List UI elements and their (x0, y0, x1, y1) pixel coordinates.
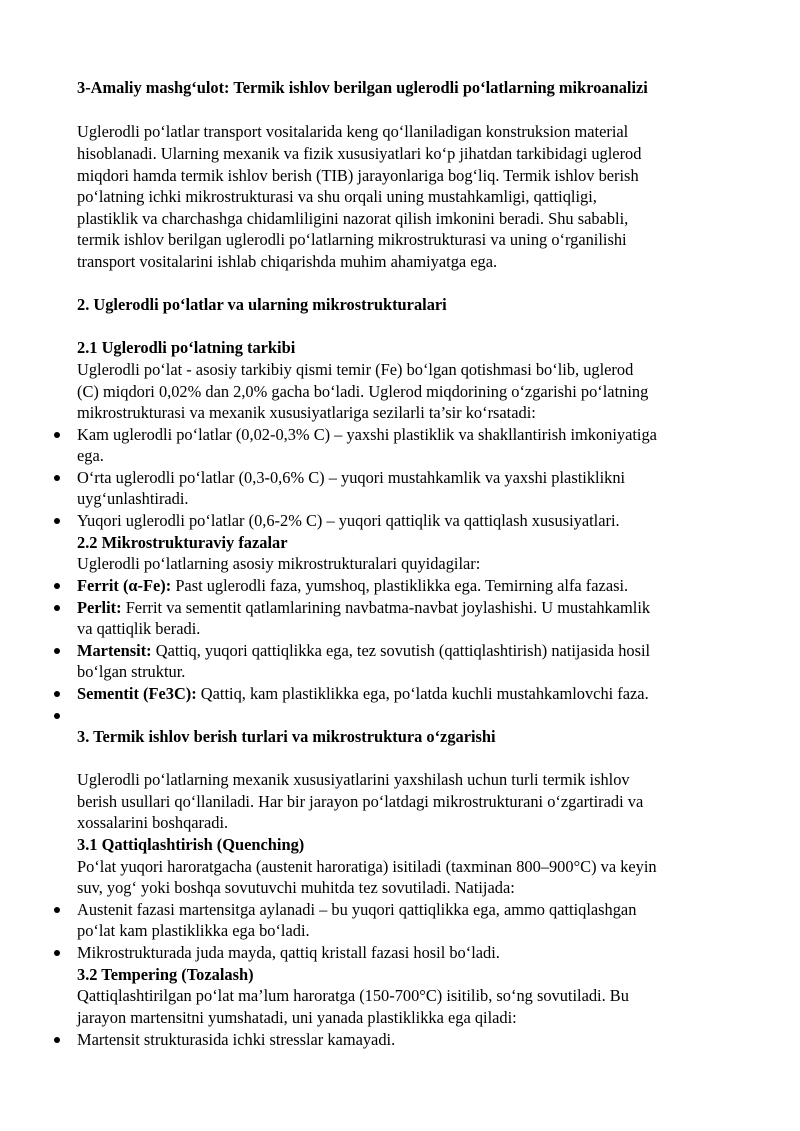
list-item-line: uyg‘unlashtiradi. (77, 489, 189, 508)
intro-line: po‘latning ichki mikrostrukturasi va shu orqali uning mustahkamligi, qattiqligi, (77, 187, 597, 206)
intro-line: transport vositalarini ishlab chiqarishda muhim ahamiyatga ega. (77, 252, 498, 271)
term-description: Qattiq, kam plastiklikka ega, po‘latda kuchli mustahkamlovchi faza. (196, 684, 649, 703)
paragraph-line: suv, yog‘ yoki boshqa sovutuvchi muhitda tez sovutiladi. Natijada: (77, 878, 515, 897)
list-item-line: O‘rta uglerodli po‘latlar (0,3-0,6% C) – yuqori mustahkamlik va yaxshi plastiklikni (77, 468, 626, 487)
list-item-line: va qattiqlik beradi. (77, 619, 201, 638)
bullet-marker (54, 691, 60, 697)
list-item-line (77, 640, 747, 662)
list-item-line: Mikrostrukturada juda mayda, qattiq kristall fazasi hosil bo‘ladi. (77, 943, 500, 962)
bullet-marker-empty (54, 713, 60, 719)
list-item-line: ega. (77, 446, 104, 465)
paragraph-line: xossalarini boshqaradi. (77, 813, 229, 832)
intro-line: Uglerodli po‘latlar transport vositalarida keng qo‘llaniladigan konstruksion material (77, 122, 629, 141)
bullet-marker (54, 907, 60, 913)
intro-line: plastiklik va charchashga chidamliligini nazorat qilish imkonini beradi. Shu sababli, (77, 209, 629, 228)
paragraph-line: Po‘lat yuqori haroratgacha (austenit haroratiga) isitiladi (taxminan 800–900°C) va keyin (77, 857, 657, 876)
paragraph-line: mikrostrukturasi va mexanik xususiyatlariga sezilarli ta’sir ko‘rsatadi: (77, 403, 536, 422)
term-label: Ferrit (α-Fe): (77, 576, 172, 595)
term-description: Past uglerodli faza, yumshoq, plastiklikka ega. Temirning alfa fazasi. (171, 576, 629, 595)
section-3-heading: 3. Termik ishlov berish turlari va mikrostruktura o‘zgarishi (77, 727, 496, 746)
list-item-line: Austenit fazasi martensitga aylanadi – bu yuqori qattiqlikka ega, ammo qattiqlashgan (77, 900, 637, 919)
list-item-line (77, 575, 747, 597)
list-item-line: Yuqori uglerodli po‘latlar (0,6-2% C) – yuqori qattiqlik va qattiqlash xususiyatlari. (77, 511, 620, 530)
term-label: Martensit: (77, 641, 152, 660)
list-item-line: Kam uglerodli po‘latlar (0,02-0,3% C) – yaxshi plastiklik va shakllantirish imkoniyatiga (77, 425, 657, 444)
list-item-line: bo‘lgan struktur. (77, 662, 186, 681)
section-2-1-heading: 2.1 Uglerodli po‘latning tarkibi (77, 338, 296, 357)
intro-line: termik ishlov berilgan uglerodli po‘latlarning mikrostrukturasi va uning o‘rganilishi (77, 230, 627, 249)
list-item-line: Martensit strukturasida ichki stresslar kamayadi. (77, 1030, 396, 1049)
section-3-1-heading: 3.1 Qattiqlashtirish (Quenching) (77, 835, 305, 854)
section-2-heading: 2. Uglerodli po‘latlar va ularning mikrostrukturalari (77, 295, 447, 314)
bullet-marker (54, 648, 60, 654)
bullet-marker (54, 432, 60, 438)
bullet-marker (54, 583, 60, 589)
list-item-line (77, 597, 747, 619)
section-3-2-heading: 3.2 Tempering (Tozalash) (77, 965, 254, 984)
bullet-marker (54, 1037, 60, 1043)
term-label: Sementit (Fe3C): (77, 684, 197, 703)
document-title: 3-Amaliy mashg‘ulot: Termik ishlov berilgan uglerodli po‘latlarning mikroanalizi (77, 78, 648, 97)
paragraph-line: Qattiqlashtirilgan po‘lat ma’lum haroratga (150-700°C) isitilib, so‘ng sovutiladi. Bu (77, 986, 629, 1005)
section-2-2-heading: 2.2 Mikrostrukturaviy fazalar (77, 533, 288, 552)
paragraph-line: (C) miqdori 0,02% dan 2,0% gacha bo‘ladi. Uglerod miqdorining o‘zgarishi po‘latning (77, 382, 649, 401)
intro-line: miqdori hamda termik ishlov berish (TIB) jarayonlariga bog‘liq. Termik ishlov berish (77, 166, 639, 185)
paragraph-line: Uglerodli po‘latlarning mexanik xususiyatlarini yaxshilash uchun turli termik ishlov (77, 770, 630, 789)
term-label: Perlit: (77, 598, 122, 617)
term-description: Ferrit va sementit qatlamlarining navbatma-navbat joylashishi. U mustahkamlik (121, 598, 651, 617)
list-item-line: po‘lat kam plastiklikka ega bo‘ladi. (77, 921, 310, 940)
paragraph-line: jarayon martensitni yumshatadi, uni yanada plastiklikka ega qiladi: (77, 1008, 517, 1027)
bullet-marker (54, 518, 60, 524)
list-item-line (77, 683, 747, 705)
bullet-marker (54, 475, 60, 481)
intro-line: hisoblanadi. Ularning mexanik va fizik xususiyatlari ko‘p jihatdan tarkibidagi uglerod (77, 144, 642, 163)
paragraph-line: berish usullari qo‘llaniladi. Har bir jarayon po‘latdagi mikrostrukturani o‘zgartiradi va (77, 792, 644, 811)
bullet-marker (54, 605, 60, 611)
term-description: Qattiq, yuqori qattiqlikka ega, tez sovutish (qattiqlashtirish) natijasida hosil (151, 641, 651, 660)
paragraph-line: Uglerodli po‘latlarning asosiy mikrostrukturalari quyidagilar: (77, 554, 481, 573)
paragraph-line: Uglerodli po‘lat - asosiy tarkibiy qismi temir (Fe) bo‘lgan qotishmasi bo‘lib, uglerod (77, 360, 634, 379)
bullet-marker (54, 950, 60, 956)
